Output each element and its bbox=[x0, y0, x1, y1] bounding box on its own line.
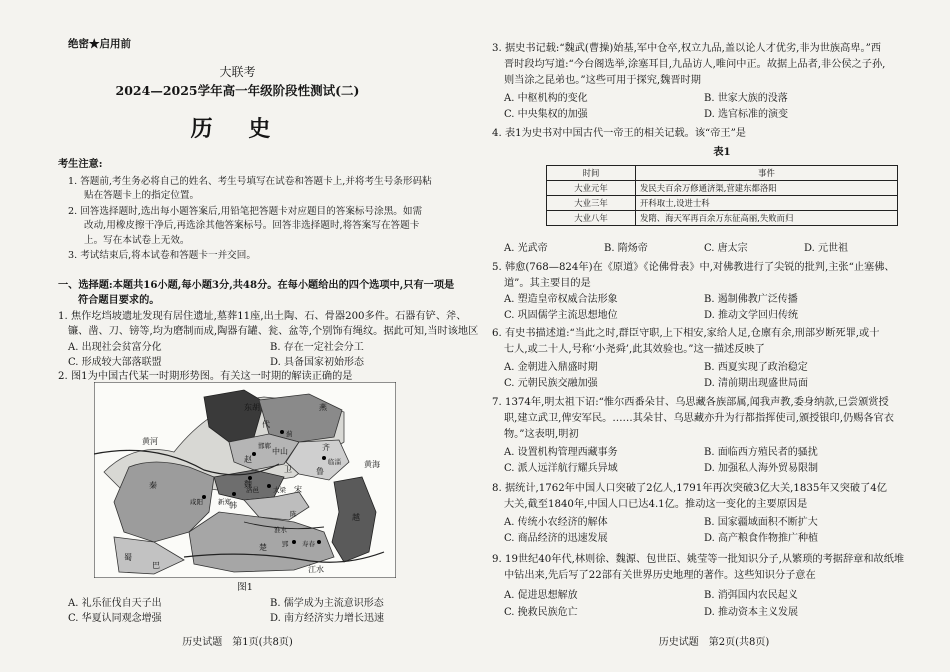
q2-option-a: A. 礼乐征伐自天子出 bbox=[68, 598, 162, 609]
q9-option-c: C. 挽救民族危亡 bbox=[504, 607, 578, 618]
q3-option-a: A. 中枢机构的变化 bbox=[504, 93, 588, 104]
q5-stem: 5. 韩愈(768—824年)在《原道》《论佛骨表》中,对佛教进行了尖锐的批判,主张“止塞佛、 bbox=[492, 262, 895, 273]
map-label: 赵 bbox=[244, 455, 252, 464]
notice-line: 2. 回答选择题时,选出每小题答案后,用铅笔把答题卡对应题目的答案标号涂黑。如需 bbox=[68, 206, 423, 217]
notice-heading: 考生注意: bbox=[58, 158, 103, 170]
q8-option-a: A. 传统小农经济的解体 bbox=[504, 517, 608, 528]
q4-option-b: B. 隋炀帝 bbox=[604, 243, 648, 254]
map-label: 新郑 bbox=[218, 498, 231, 506]
map-label: 蜀 bbox=[124, 553, 132, 562]
q2-stem: 2. 图1为中国古代某一时期形势图。有关这一时期的解读正确的是 bbox=[58, 371, 353, 382]
table-cell: 大业八年 bbox=[547, 211, 636, 226]
q7-stem: 物。”这表明,明初 bbox=[504, 429, 579, 440]
map-label: 韩 bbox=[229, 501, 237, 510]
map-label: 中山 bbox=[272, 447, 288, 456]
q1-option-b: B. 存在一定社会分工 bbox=[270, 342, 364, 353]
map-label: 蓟 bbox=[286, 430, 293, 438]
map-label: 咸阳 bbox=[190, 498, 203, 506]
table-cell: 大业三年 bbox=[547, 196, 636, 211]
q5-option-d: D. 推动文学回归传统 bbox=[704, 310, 799, 321]
map-label: 黄海 bbox=[364, 460, 380, 469]
map-label: 临淄 bbox=[328, 458, 341, 466]
map-label: 鲁 bbox=[316, 467, 324, 476]
table-cell: 开科取士,设进士科 bbox=[636, 196, 898, 211]
map-label: 宋 bbox=[294, 485, 302, 494]
map-label: 大梁 bbox=[273, 486, 286, 494]
notice-line: 3. 考试结束后,将本试卷和答题卡一并交回。 bbox=[68, 250, 256, 261]
q6-stem: 七人,或二十人,号称‘小尧舜’,此其效验也。”这一描述反映了 bbox=[504, 344, 765, 355]
q8-option-d: D. 高产粮食作物推广种植 bbox=[704, 533, 819, 544]
q5-option-c: C. 巩固儒学主流思想地位 bbox=[504, 310, 618, 321]
q9-option-a: A. 促进思想解放 bbox=[504, 590, 578, 601]
q1-option-c: C. 形成较大部落联盟 bbox=[68, 357, 162, 368]
q7-stem: 职,建立武卫,俾安军民。……其朵甘、乌思藏亦升为行都指挥使司,颁授银印,仍赐各官衣 bbox=[504, 413, 894, 424]
map-label: 郢 bbox=[282, 540, 289, 548]
q5-option-a: A. 塑造皇帝权威合法形象 bbox=[504, 294, 618, 305]
q4-table bbox=[546, 165, 898, 226]
q8-stem: 8. 据统计,1762年中国人口突破了2亿人,1791年再次突破3亿大关,1835年又突破了4亿 bbox=[492, 483, 887, 494]
map-label: 洛邑 bbox=[246, 486, 259, 494]
map-label: 东胡 bbox=[244, 403, 260, 412]
map-label: 陈 bbox=[290, 510, 297, 518]
q9-option-b: B. 消弭国内农民起义 bbox=[704, 590, 798, 601]
table-cell: 发隋、海天军再百余万东征高丽,失败而归 bbox=[636, 211, 898, 226]
map-label: 巴 bbox=[152, 561, 160, 570]
q6-option-a: A. 金朝进入鼎盛时期 bbox=[504, 362, 598, 373]
q1-stem: 1. 焦作圪垱坡遗址发现有居住遗址,墓葬11座,出土陶、石、骨器200多件。石器有铲、斧、 bbox=[58, 311, 467, 322]
map-label: 燕 bbox=[319, 403, 327, 412]
table-header: 时间 bbox=[547, 166, 636, 181]
q6-stem: 6. 有史书描述道:“当此之时,群臣守职,上下相安,家给人足,仓廪有余,刑部岁断死罪,或十 bbox=[492, 328, 880, 339]
exam-title: 2024—2025学年高一年级阶段性测试(二) bbox=[115, 83, 360, 98]
q3-stem: 则当涂之昆弟也。”这些可用于探究,魏晋时期 bbox=[504, 75, 701, 86]
right-footer: 历史试题 第2页(共8页) bbox=[658, 637, 770, 648]
q9-stem: 9. 19世纪40年代,林则徐、魏源、包世臣、姚莹等一批知识分子,从繁琐的考据辞章和故纸堆 bbox=[492, 554, 905, 565]
exam-org: 大联考 bbox=[219, 65, 256, 79]
table-header: 事件 bbox=[636, 166, 898, 181]
q6-option-c: C. 元朝民族交融加强 bbox=[504, 378, 598, 389]
q7-option-b: B. 面临西方殖民者的骚扰 bbox=[704, 447, 818, 458]
section-heading-cont: 符合题目要求的。 bbox=[78, 294, 160, 306]
map-label: 越 bbox=[352, 513, 360, 522]
q7-option-d: D. 加强私人海外贸易限制 bbox=[704, 463, 819, 474]
q2-map-figure bbox=[94, 382, 396, 578]
q1-stem: 镰、凿、刀、镑等,均为磨制而成,陶器有罐、瓮、盆等,个别饰有绳纹。据此可知,当时该地区 bbox=[68, 326, 479, 337]
q8-stem: 大关,截至1840年,中国人口已达4.1亿。推动这一变化的主要原因是 bbox=[504, 499, 808, 510]
table-row bbox=[547, 211, 898, 226]
map-label: 卫 bbox=[284, 465, 292, 474]
q4-option-d: D. 元世祖 bbox=[804, 243, 849, 254]
q7-option-c: C. 派人远洋航行耀兵异域 bbox=[504, 463, 618, 474]
q9-stem: 中钻出来,先后写了22部有关世界历史地理的著作。这些知识分子意在 bbox=[504, 570, 816, 581]
q3-option-b: B. 世家大族的没落 bbox=[704, 93, 788, 104]
left-footer: 历史试题 第1页(共8页) bbox=[182, 637, 293, 648]
q1-option-d: D. 具备国家初始形态 bbox=[270, 357, 365, 368]
table-cell: 发民夫百余万修通济渠,营建东都洛阳 bbox=[636, 181, 898, 196]
q8-option-b: B. 国家疆域面积不断扩大 bbox=[704, 517, 818, 528]
q6-option-b: B. 西夏实现了政治稳定 bbox=[704, 362, 808, 373]
q6-option-d: D. 清前期出现盛世局面 bbox=[704, 378, 809, 389]
q3-stem: 3. 据史书记载:“魏武(曹操)始基,军中仓卒,权立九品,盖以论人才优劣,非为世族高卑。”西 bbox=[492, 43, 881, 54]
map-label: 寿春 bbox=[302, 540, 315, 548]
map-label: 淮水 bbox=[274, 526, 287, 534]
q3-stem: 晋时段均写道:“今台阁选举,涂塞耳目,九品访人,唯问中正。故据上品者,非公侯之子孙, bbox=[504, 59, 886, 70]
notice-line: 上。写在本试卷上无效。 bbox=[84, 235, 190, 246]
q3-option-d: D. 选官标准的演变 bbox=[704, 109, 789, 120]
q5-stem: 道”。其主要目的是 bbox=[504, 278, 591, 289]
table-cell: 大业元年 bbox=[547, 181, 636, 196]
map-label: 魏 bbox=[244, 480, 252, 489]
q1-option-a: A. 出现社会贫富分化 bbox=[68, 342, 162, 353]
map-label: 齐 bbox=[322, 443, 330, 452]
map-label: 代 bbox=[262, 420, 270, 429]
secret-label: 绝密★启用前 bbox=[68, 38, 131, 50]
q4-stem: 4. 表1为史书对中国古代一帝王的相关记载。该“帝王”是 bbox=[492, 128, 746, 139]
notice-line: 改动,用橡皮擦干净后,再选涂其他答案标号。回答非选择题时,将答案写在答题卡 bbox=[84, 220, 420, 231]
section-heading: 一、选择题:本题共16小题,每小题3分,共48分。在每小题给出的四个选项中,只有一项是 bbox=[58, 279, 455, 291]
map-label: 黄河 bbox=[142, 437, 158, 446]
q7-option-a: A. 设置机构管理西藏事务 bbox=[504, 447, 618, 458]
q5-option-b: B. 遏制佛教广泛传播 bbox=[704, 294, 798, 305]
q2-option-d: D. 南方经济实力增长迅速 bbox=[270, 613, 385, 624]
right-page bbox=[478, 0, 950, 672]
notice-line: 贴在答题卡上的指定位置。 bbox=[84, 190, 200, 201]
q8-option-c: C. 商品经济的迅速发展 bbox=[504, 533, 608, 544]
q7-stem: 7. 1374年,明太祖下诏:“惟尔西番朵甘、乌思藏各族部属,闻我声教,委身纳款,已尝颁赏授 bbox=[492, 397, 889, 408]
table-row bbox=[547, 196, 898, 211]
map-label: 邯郸 bbox=[258, 442, 271, 450]
q4-table-title: 表1 bbox=[713, 146, 731, 158]
q9-option-d: D. 推动资本主义发展 bbox=[704, 607, 799, 618]
q2-option-c: C. 华夏认同观念增强 bbox=[68, 613, 162, 624]
table-header-row bbox=[547, 166, 898, 181]
q4-option-a: A. 光武帝 bbox=[504, 243, 548, 254]
q2-figure-caption: 图1 bbox=[237, 582, 253, 593]
q3-option-c: C. 中央集权的加强 bbox=[504, 109, 588, 120]
map-label: 秦 bbox=[149, 481, 157, 490]
q4-option-c: C. 唐太宗 bbox=[704, 243, 748, 254]
subject-title: 历 史 bbox=[190, 116, 285, 142]
map-label: 江水 bbox=[308, 565, 324, 574]
notice-line: 1. 答题前,考生务必将自己的姓名、考生号填写在试卷和答题卡上,并将考生号条形码粘 bbox=[68, 176, 432, 187]
table-row bbox=[547, 181, 898, 196]
q2-option-b: B. 儒学成为主流意识形态 bbox=[270, 598, 384, 609]
map-label: 楚 bbox=[259, 543, 267, 552]
